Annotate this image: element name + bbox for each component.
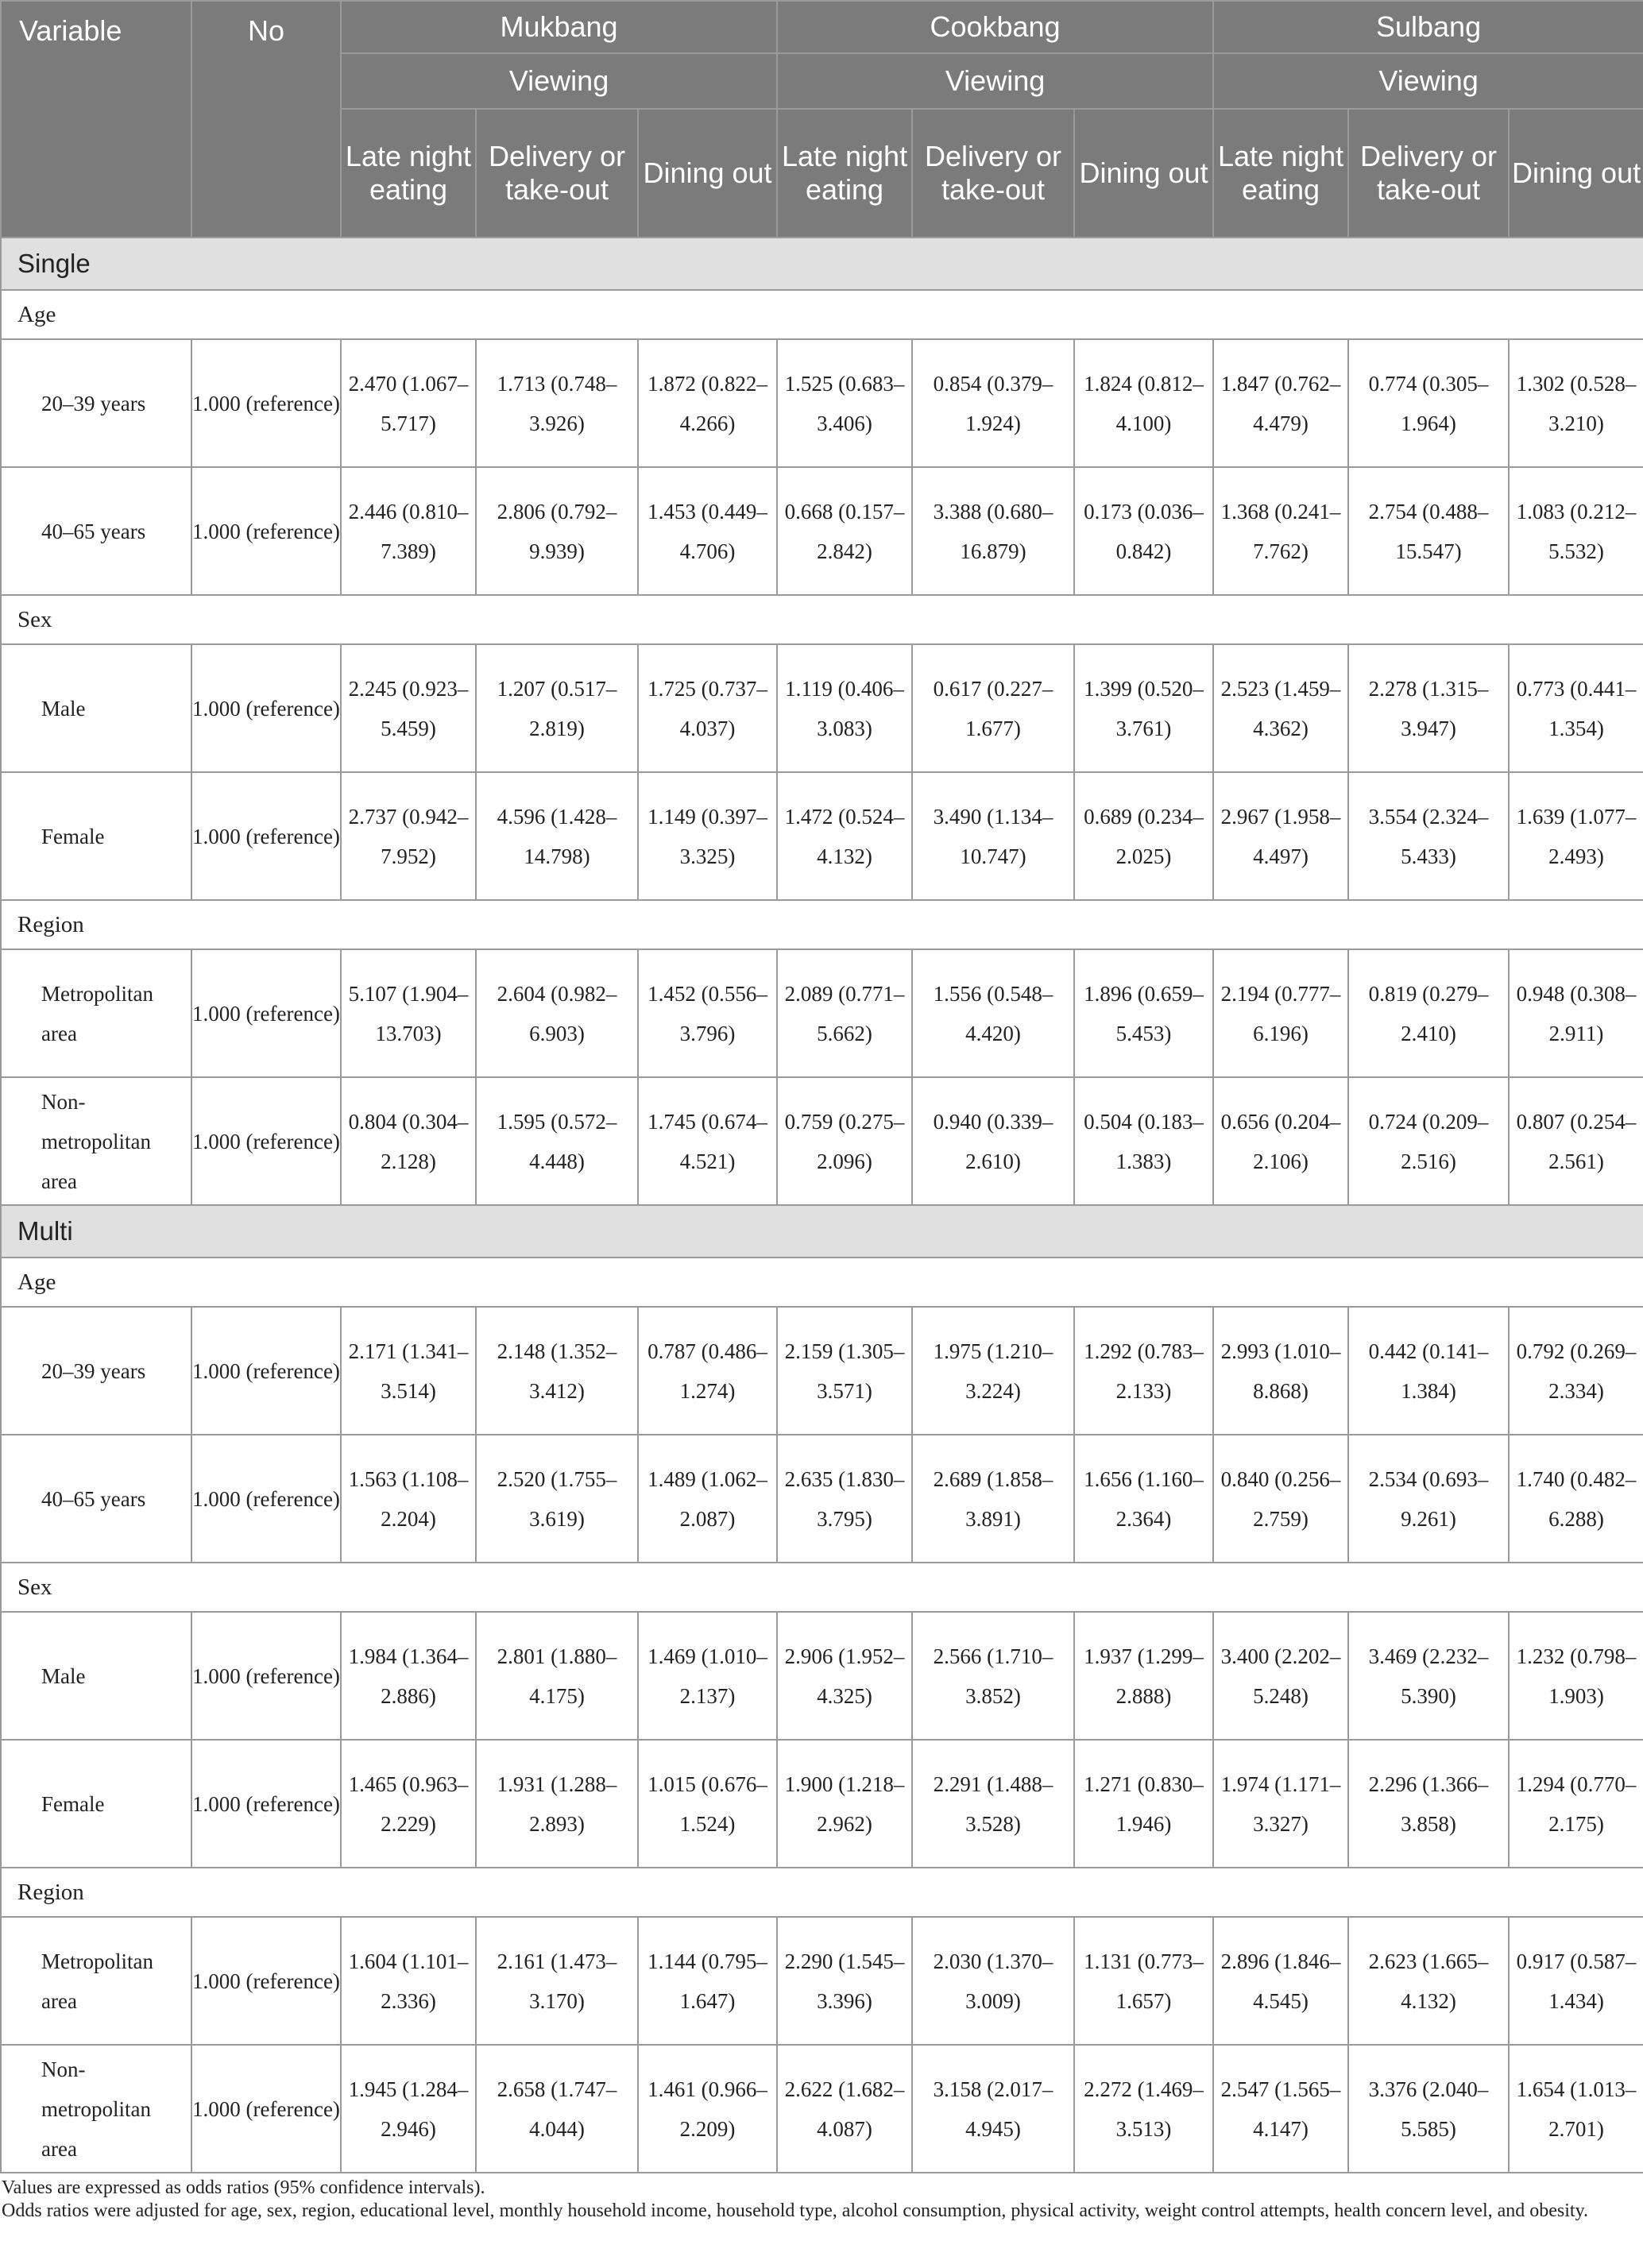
odds-ratio-cell: 2.089 (0.771–5.662) — [777, 949, 912, 1077]
odds-ratio-cell: 2.148 (1.352–3.412) — [476, 1307, 638, 1435]
row-label: Female — [1, 772, 191, 900]
odds-ratio-cell: 1.083 (0.212–5.532) — [1509, 467, 1643, 595]
odds-ratio-cell: 4.596 (1.428–14.798) — [476, 772, 638, 900]
reference-cell: 1.000 (reference) — [191, 1917, 341, 2045]
odds-ratio-cell: 2.547 (1.565–4.147) — [1213, 2045, 1348, 2173]
table-row — [1, 2045, 1643, 2173]
odds-ratio-cell: 1.368 (0.241–7.762) — [1213, 467, 1348, 595]
odds-ratio-cell: 1.556 (0.548–4.420) — [912, 949, 1074, 1077]
odds-ratio-cell: 1.131 (0.773–1.657) — [1074, 1917, 1213, 2045]
odds-ratio-cell: 1.489 (1.062–2.087) — [638, 1435, 777, 1563]
table-footnotes — [0, 2173, 1643, 2223]
odds-ratio-cell: 0.773 (0.441–1.354) — [1509, 644, 1643, 772]
odds-ratio-cell: 1.469 (1.010–2.137) — [638, 1612, 777, 1740]
row-label: Metropolitan area — [1, 949, 191, 1077]
odds-ratio-cell: 1.604 (1.101–2.336) — [341, 1917, 476, 2045]
odds-ratio-cell: 2.171 (1.341–3.514) — [341, 1307, 476, 1435]
row-label: Non-metropolitan area — [1, 1077, 191, 1205]
odds-ratio-cell: 0.759 (0.275–2.096) — [777, 1077, 912, 1205]
odds-ratio-cell: 2.520 (1.755–3.619) — [476, 1435, 638, 1563]
odds-ratio-cell: 0.173 (0.036–0.842) — [1074, 467, 1213, 595]
odds-ratio-cell: 1.271 (0.830–1.946) — [1074, 1740, 1213, 1868]
odds-ratio-cell: 0.724 (0.209–2.516) — [1348, 1077, 1509, 1205]
odds-ratio-cell: 1.399 (0.520–3.761) — [1074, 644, 1213, 772]
section-row — [1, 238, 1643, 290]
table-row — [1, 772, 1643, 900]
odds-ratio-cell: 1.302 (0.528–3.210) — [1509, 339, 1643, 467]
odds-ratio-cell: 0.948 (0.308–2.911) — [1509, 949, 1643, 1077]
group-label: Age — [1, 290, 1643, 339]
odds-ratio-cell: 2.534 (0.693–9.261) — [1348, 1435, 1509, 1563]
odds-ratio-cell: 2.993 (1.010–8.868) — [1213, 1307, 1348, 1435]
row-label: Male — [1, 1612, 191, 1740]
odds-ratio-cell: 1.292 (0.783–2.133) — [1074, 1307, 1213, 1435]
odds-ratio-cell: 0.668 (0.157–2.842) — [777, 467, 912, 595]
odds-ratio-cell: 1.896 (0.659–5.453) — [1074, 949, 1213, 1077]
odds-ratio-cell: 0.840 (0.256–2.759) — [1213, 1435, 1348, 1563]
table-row — [1, 949, 1643, 1077]
odds-ratio-cell: 2.296 (1.366–3.858) — [1348, 1740, 1509, 1868]
odds-ratio-cell: 2.737 (0.942–7.952) — [341, 772, 476, 900]
odds-ratio-cell: 2.622 (1.682–4.087) — [777, 2045, 912, 2173]
odds-ratio-cell: 2.689 (1.858–3.891) — [912, 1435, 1074, 1563]
row-label: 20–39 years — [1, 339, 191, 467]
header-group-sulbang: Sulbang — [1213, 1, 1643, 53]
odds-ratio-cell: 3.490 (1.134–10.747) — [912, 772, 1074, 900]
odds-ratio-cell: 2.291 (1.488–3.528) — [912, 1740, 1074, 1868]
group-row — [1, 900, 1643, 949]
odds-ratio-cell: 2.272 (1.469–3.513) — [1074, 2045, 1213, 2173]
odds-ratio-cell: 2.290 (1.545–3.396) — [777, 1917, 912, 2045]
odds-ratio-cell: 0.792 (0.269–2.334) — [1509, 1307, 1643, 1435]
group-row — [1, 1563, 1643, 1612]
reference-cell: 1.000 (reference) — [191, 2045, 341, 2173]
header-no: No — [191, 1, 341, 238]
odds-ratio-cell: 2.278 (1.315–3.947) — [1348, 644, 1509, 772]
header-group-mukbang: Mukbang — [341, 1, 777, 53]
odds-ratio-cell: 0.854 (0.379–1.924) — [912, 339, 1074, 467]
odds-ratio-cell: 0.689 (0.234–2.025) — [1074, 772, 1213, 900]
odds-ratio-cell: 0.804 (0.304–2.128) — [341, 1077, 476, 1205]
odds-ratio-cell: 1.974 (1.171–3.327) — [1213, 1740, 1348, 1868]
odds-ratio-cell: 2.623 (1.665–4.132) — [1348, 1917, 1509, 2045]
header-subcol: Late night eating — [777, 109, 912, 238]
odds-ratio-cell: 1.984 (1.364–2.886) — [341, 1612, 476, 1740]
odds-ratio-cell: 3.469 (2.232–5.390) — [1348, 1612, 1509, 1740]
row-label: 40–65 years — [1, 1435, 191, 1563]
odds-ratio-cell: 2.635 (1.830–3.795) — [777, 1435, 912, 1563]
header-subcol: Delivery or take-out — [912, 109, 1074, 238]
group-row — [1, 1868, 1643, 1917]
reference-cell: 1.000 (reference) — [191, 1435, 341, 1563]
odds-ratio-cell: 3.158 (2.017–4.945) — [912, 2045, 1074, 2173]
odds-ratio-cell: 2.523 (1.459–4.362) — [1213, 644, 1348, 772]
section-label: Multi — [1, 1205, 1643, 1258]
odds-ratio-cell: 0.819 (0.279–2.410) — [1348, 949, 1509, 1077]
odds-ratio-cell: 1.452 (0.556–3.796) — [638, 949, 777, 1077]
odds-ratio-cell: 2.604 (0.982–6.903) — [476, 949, 638, 1077]
odds-ratio-cell: 1.937 (1.299–2.888) — [1074, 1612, 1213, 1740]
group-label: Region — [1, 900, 1643, 949]
reference-cell: 1.000 (reference) — [191, 1307, 341, 1435]
odds-ratio-cell: 0.917 (0.587–1.434) — [1509, 1917, 1643, 2045]
odds-ratio-cell: 0.504 (0.183–1.383) — [1074, 1077, 1213, 1205]
odds-ratio-cell: 1.144 (0.795–1.647) — [638, 1917, 777, 2045]
table-row — [1, 644, 1643, 772]
table-row — [1, 1307, 1643, 1435]
odds-ratio-cell: 2.161 (1.473–3.170) — [476, 1917, 638, 2045]
odds-ratio-cell: 1.654 (1.013–2.701) — [1509, 2045, 1643, 2173]
header-subcol: Dining out — [638, 109, 777, 238]
odds-ratio-cell: 2.906 (1.952–4.325) — [777, 1612, 912, 1740]
row-label: Non-metropolitan area — [1, 2045, 191, 2173]
group-row — [1, 1258, 1643, 1307]
header-subcol: Delivery or take-out — [1348, 109, 1509, 238]
table-row — [1, 1612, 1643, 1740]
table-row — [1, 1917, 1643, 2045]
reference-cell: 1.000 (reference) — [191, 644, 341, 772]
odds-ratio-cell: 0.787 (0.486–1.274) — [638, 1307, 777, 1435]
reference-cell: 1.000 (reference) — [191, 772, 341, 900]
odds-ratio-cell: 1.015 (0.676–1.524) — [638, 1740, 777, 1868]
odds-ratio-cell: 1.461 (0.966–2.209) — [638, 2045, 777, 2173]
section-label: Single — [1, 238, 1643, 290]
odds-ratio-cell: 3.554 (2.324–5.433) — [1348, 772, 1509, 900]
group-label: Age — [1, 1258, 1643, 1307]
odds-ratio-cell: 1.656 (1.160–2.364) — [1074, 1435, 1213, 1563]
table-row — [1, 467, 1643, 595]
odds-ratio-cell: 1.824 (0.812–4.100) — [1074, 339, 1213, 467]
odds-ratio-cell: 1.453 (0.449–4.706) — [638, 467, 777, 595]
odds-ratio-cell: 1.847 (0.762–4.479) — [1213, 339, 1348, 467]
group-row — [1, 290, 1643, 339]
header-viewing-mukbang: Viewing — [341, 53, 777, 109]
odds-ratio-cell: 2.801 (1.880–4.175) — [476, 1612, 638, 1740]
header-subcol: Delivery or take-out — [476, 109, 638, 238]
table-row — [1, 339, 1643, 467]
group-label: Region — [1, 1868, 1643, 1917]
odds-ratio-cell: 1.945 (1.284–2.946) — [341, 2045, 476, 2173]
odds-ratio-cell: 0.617 (0.227–1.677) — [912, 644, 1074, 772]
row-label: Metropolitan area — [1, 1917, 191, 2045]
table-row — [1, 1077, 1643, 1205]
odds-ratio-cell: 2.030 (1.370–3.009) — [912, 1917, 1074, 2045]
odds-ratio-cell: 2.967 (1.958–4.497) — [1213, 772, 1348, 900]
odds-ratio-cell: 3.388 (0.680–16.879) — [912, 467, 1074, 595]
odds-ratio-cell: 2.806 (0.792–9.939) — [476, 467, 638, 595]
row-label: Female — [1, 1740, 191, 1868]
odds-ratio-cell: 1.740 (0.482–6.288) — [1509, 1435, 1643, 1563]
reference-cell: 1.000 (reference) — [191, 1077, 341, 1205]
odds-ratio-cell: 2.470 (1.067–5.717) — [341, 339, 476, 467]
header-subcol: Dining out — [1074, 109, 1213, 238]
odds-ratio-cell: 1.465 (0.963–2.229) — [341, 1740, 476, 1868]
odds-ratio-cell: 3.376 (2.040–5.585) — [1348, 2045, 1509, 2173]
header-group-cookbang: Cookbang — [777, 1, 1213, 53]
group-label: Sex — [1, 595, 1643, 644]
odds-ratio-cell: 2.194 (0.777–6.196) — [1213, 949, 1348, 1077]
odds-ratio-cell: 1.900 (1.218–2.962) — [777, 1740, 912, 1868]
odds-ratio-cell: 1.525 (0.683–3.406) — [777, 339, 912, 467]
odds-ratio-cell: 1.207 (0.517–2.819) — [476, 644, 638, 772]
odds-ratio-cell: 0.442 (0.141–1.384) — [1348, 1307, 1509, 1435]
odds-ratio-cell: 1.595 (0.572–4.448) — [476, 1077, 638, 1205]
header-viewing-cookbang: Viewing — [777, 53, 1213, 109]
group-label: Sex — [1, 1563, 1643, 1612]
odds-ratio-cell: 1.713 (0.748–3.926) — [476, 339, 638, 467]
odds-ratio-cell: 1.232 (0.798–1.903) — [1509, 1612, 1643, 1740]
header-subcol: Dining out — [1509, 109, 1643, 238]
section-row — [1, 1205, 1643, 1258]
group-row — [1, 595, 1643, 644]
reference-cell: 1.000 (reference) — [191, 1612, 341, 1740]
header-subcol: Late night eating — [1213, 109, 1348, 238]
odds-ratio-cell: 1.745 (0.674–4.521) — [638, 1077, 777, 1205]
header-viewing-sulbang: Viewing — [1213, 53, 1643, 109]
odds-ratio-cell: 2.896 (1.846–4.545) — [1213, 1917, 1348, 2045]
odds-ratio-cell: 2.658 (1.747–4.044) — [476, 2045, 638, 2173]
odds-ratio-cell: 1.639 (1.077–2.493) — [1509, 772, 1643, 900]
odds-ratio-cell: 1.472 (0.524–4.132) — [777, 772, 912, 900]
row-label: 20–39 years — [1, 1307, 191, 1435]
odds-ratio-cell: 2.245 (0.923–5.459) — [341, 644, 476, 772]
odds-ratio-cell: 0.774 (0.305–1.964) — [1348, 339, 1509, 467]
odds-ratio-cell: 1.931 (1.288–2.893) — [476, 1740, 638, 1868]
reference-cell: 1.000 (reference) — [191, 339, 341, 467]
reference-cell: 1.000 (reference) — [191, 949, 341, 1077]
odds-ratio-cell: 1.119 (0.406–3.083) — [777, 644, 912, 772]
odds-ratio-cell: 0.807 (0.254–2.561) — [1509, 1077, 1643, 1205]
footnote-adjustment: Odds ratios were adjusted for age, sex, region, educational level, monthly household income, household type, alcohol consumption, physical activity, weight control attempts, health concern level, and obesity. — [2, 2200, 1589, 2221]
odds-ratio-cell: 2.566 (1.710–3.852) — [912, 1612, 1074, 1740]
odds-ratio-cell: 1.975 (1.210–3.224) — [912, 1307, 1074, 1435]
odds-ratio-cell: 1.872 (0.822–4.266) — [638, 339, 777, 467]
table-row — [1, 1435, 1643, 1563]
odds-ratio-cell: 2.446 (0.810–7.389) — [341, 467, 476, 595]
odds-ratio-cell: 0.656 (0.204–2.106) — [1213, 1077, 1348, 1205]
header-subcol: Late night eating — [341, 109, 476, 238]
footnote-odds-ratios: Values are expressed as odds ratios (95% confidence intervals). — [2, 2177, 485, 2198]
row-label: 40–65 years — [1, 467, 191, 595]
odds-ratio-cell: 2.754 (0.488–15.547) — [1348, 467, 1509, 595]
table-row — [1, 1740, 1643, 1868]
header-variable: Variable — [1, 1, 191, 238]
row-label: Male — [1, 644, 191, 772]
odds-ratio-cell: 1.563 (1.108–2.204) — [341, 1435, 476, 1563]
odds-ratio-cell: 1.294 (0.770–2.175) — [1509, 1740, 1643, 1868]
odds-ratio-cell: 0.940 (0.339–2.610) — [912, 1077, 1074, 1205]
odds-ratio-cell: 3.400 (2.202–5.248) — [1213, 1612, 1348, 1740]
reference-cell: 1.000 (reference) — [191, 1740, 341, 1868]
reference-cell: 1.000 (reference) — [191, 467, 341, 595]
odds-ratio-cell: 2.159 (1.305–3.571) — [777, 1307, 912, 1435]
odds-ratio-cell: 5.107 (1.904–13.703) — [341, 949, 476, 1077]
odds-ratio-cell: 1.725 (0.737–4.037) — [638, 644, 777, 772]
odds-ratio-cell: 1.149 (0.397–3.325) — [638, 772, 777, 900]
